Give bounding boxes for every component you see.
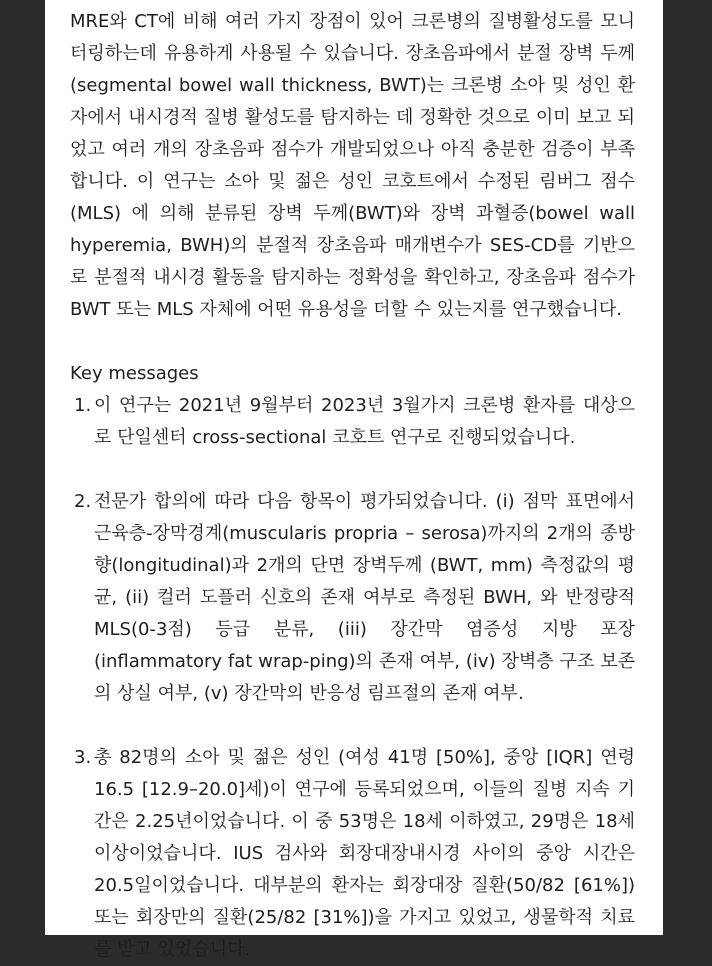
list-item-text: 이 연구는 2021년 9월부터 2023년 3월가지 크론병 환자를 대상으로 단일센터 cross-sectional 코호트 연구로 진행되었습니다.	[94, 395, 635, 448]
key-messages-list	[70, 390, 635, 966]
list-number: 3.	[74, 747, 92, 768]
list-number: 2.	[74, 491, 92, 512]
key-message-item	[70, 486, 635, 710]
list-number: 1.	[74, 395, 92, 416]
key-message-item	[70, 742, 635, 966]
key-messages-heading: Key messages	[70, 363, 199, 384]
key-message-item	[70, 390, 635, 454]
intro-paragraph: MRE와 CT에 비해 여러 가지 장점이 있어 크론병의 질병활성도를 모니터링하는데 유용하게 사용될 수 있습니다. 장초음파에서 분절 장벽 두께(segmental bowel wall thickness, BWT)는 크론병 소아 및 성인 환자에서 내시경적 질병 활성도를 탐지하는 데 정확한 것으로 이미 보고 되었고 여러 개의 장초음파 점수가 개발되었으나 아직 충분한 검증이 부족합니다. 이 연구는 소아 및 젊은 성인 코호트에서 수정된 림버그 점수(MLS) 에 의해 분류된 장벽 두께(BWT)와 장벽 과혈증(bowel wall hyperemia, BWH)의 분절적 장초음파 매개변수가 SES-CD를 기반으로 분절적 내시경 활동을 탐지하는 정확성을 확인하고, 장초음파 점수가 BWT 또는 MLS 자체에 어떤 유용성을 더할 수 있는지를 연구했습니다.	[70, 11, 635, 320]
document-page	[45, 0, 663, 960]
document-content	[70, 0, 635, 966]
list-item-text: 전문가 합의에 따라 다음 항목이 평가되었습니다. (i) 점막 표면에서 근육층-장막경계(muscularis propria – serosa)까지의 2개의 종방향(longitudinal)과 2개의 단면 장벽두께 (BWT, mm) 측정값의 평균, (ii) 컬러 도플러 신호의 존재 여부로 측정된 BWH, 와 반정량적 MLS(0-3점) 등급 분류, (iii) 장간막 염증성 지방 포장 (inflammatory fat wrap-ping)의 존재 여부, (iv) 장벽층 구조 보존의 상실 여부, (v) 장간막의 반응성 림프절의 존재 여부.	[94, 491, 635, 704]
list-item-text: 총 82명의 소아 및 젊은 성인 (여성 41명 [50%], 중앙 [IQR] 연령 16.5 [12.9–20.0]세)이 연구에 등록되었으며, 이들의 질병 지속 기간은 2.25년이었습니다. 이 중 53명은 18세 이하였고, 29명은 18세 이상이었습니다. IUS 검사와 회장대장내시경 사이의 중앙 시간은 20.5일이었습니다. 대부분의 환자는 회장대장 질환(50/82 [61%]) 또는 회장만의 질환(25/82 [31%])을 가지고 있었고, 생물학적 치료를 받고 있었습니다.	[94, 747, 635, 960]
